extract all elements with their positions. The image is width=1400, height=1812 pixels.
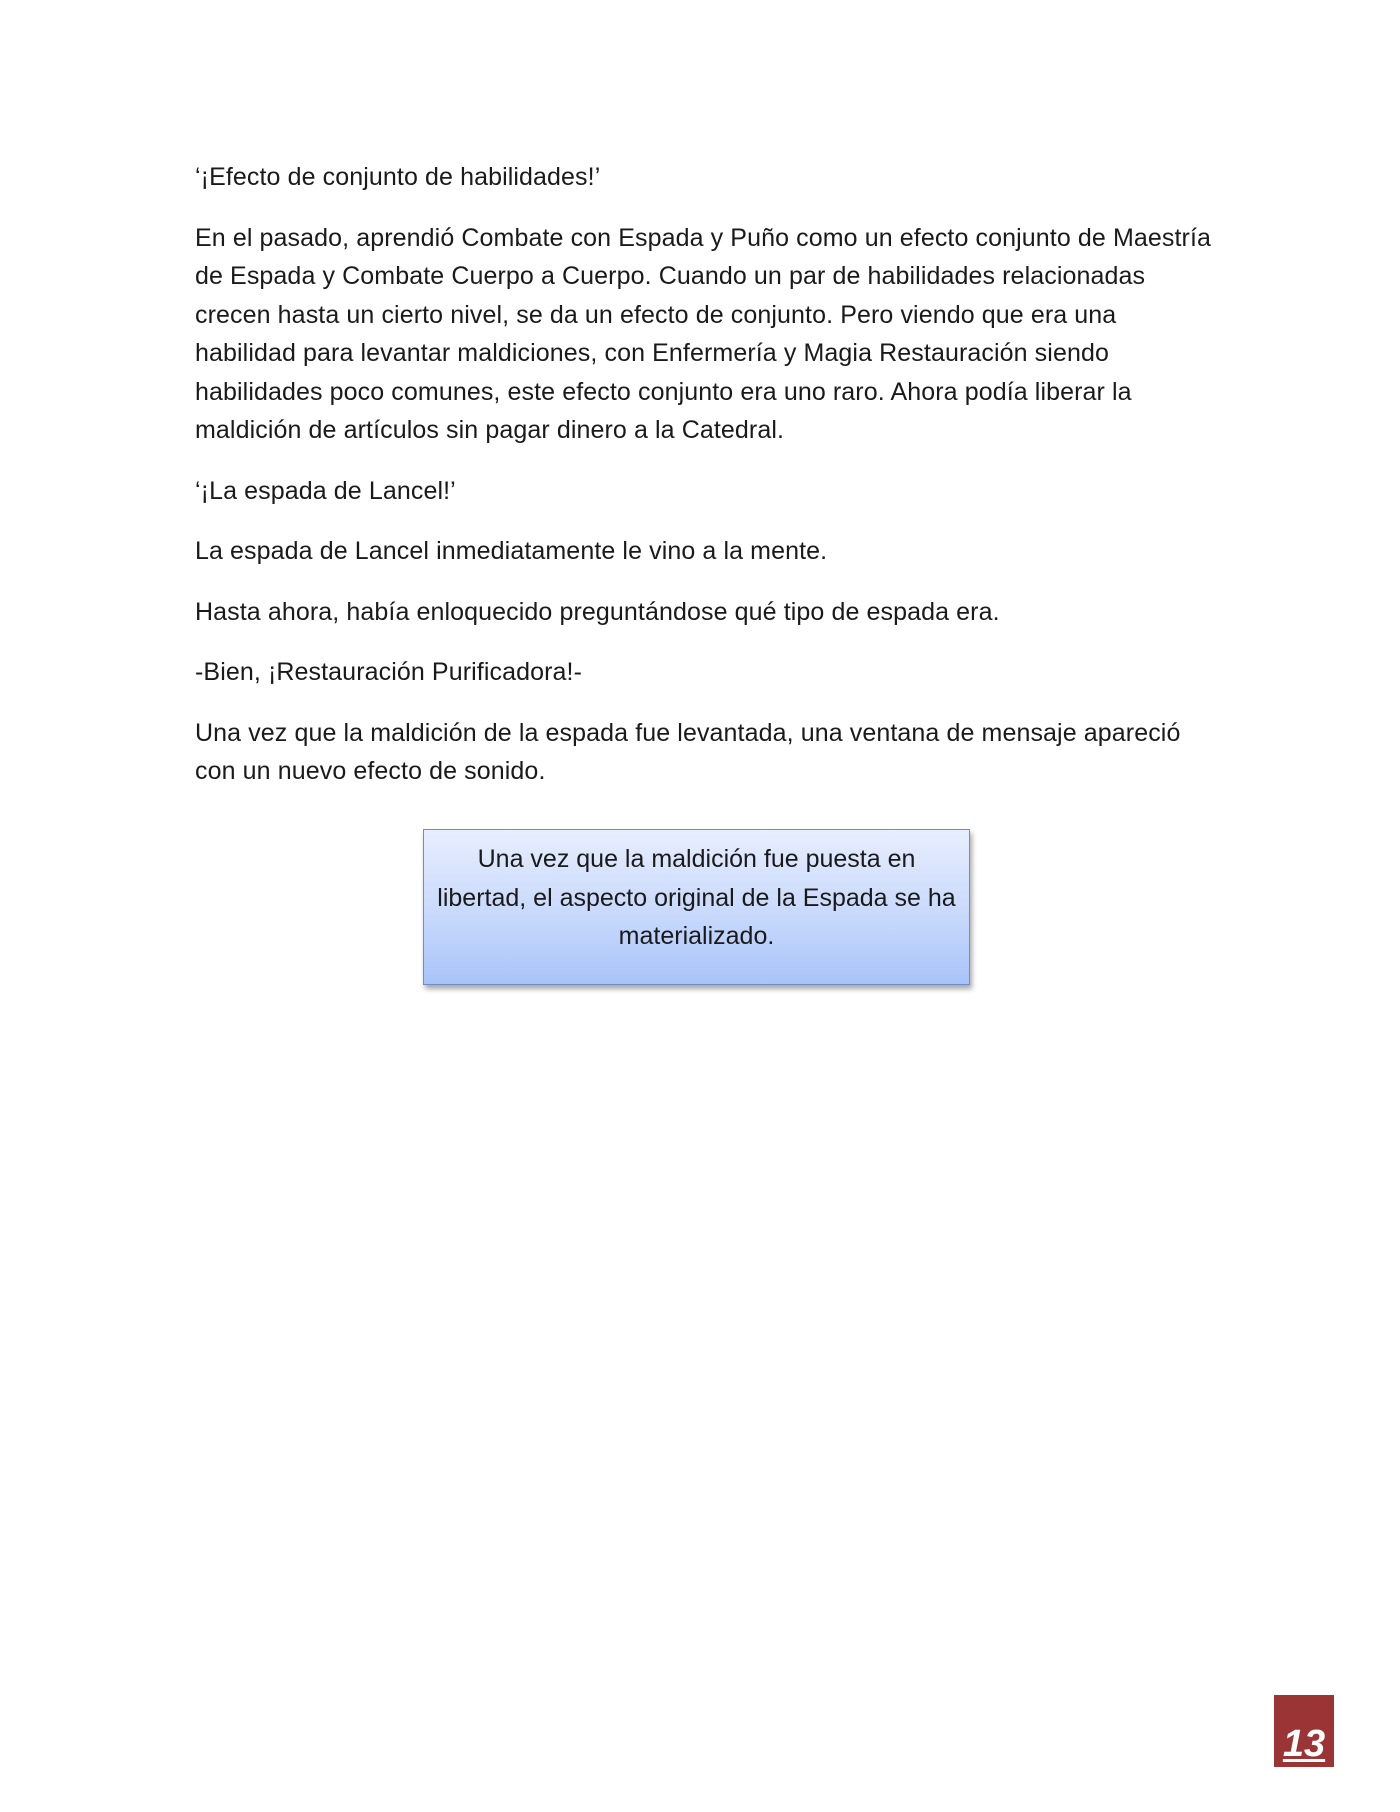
paragraph-wondering: Hasta ahora, había enloquecido preguntándose qué tipo de espada era. [195, 597, 1000, 626]
paragraph-past-learning: En el pasado, aprendió Combate con Espada y Puño como un efecto conjunto de Maestría de Espada y Combate Cuerpo a Cuerpo. Cuando un par de habilidades relacionadas crecen hasta un cierto nivel, se da un efecto de conjunto. Pero viendo que era una habilidad para levantar maldiciones, con Enfermería y Magia Restauración siendo habilidades poco comunes, este efecto conjunto era uno raro. Ahora podía liberar la maldición de artículos sin pagar dinero a la Catedral. [195, 223, 1211, 444]
page-number-badge [1274, 1695, 1334, 1767]
body-text [195, 158, 1215, 813]
paragraph-came-to-mind: La espada de Lancel inmediatamente le vino a la mente. [195, 537, 828, 565]
message-window-text: Una vez que la maldición fue puesta en libertad, el aspecto original de la Espada se ha materializado. [437, 845, 956, 950]
paragraph-lancel-sword-thought: ‘¡La espada de Lancel!’ [195, 476, 456, 505]
paragraph-purifying-restoration: -Bien, ¡Restauración Purificadora!- [195, 658, 582, 686]
page-number: 13 [1282, 1723, 1326, 1765]
paragraph-skill-set-effect: ‘¡Efecto de conjunto de habilidades!’ [195, 163, 601, 191]
message-window [423, 829, 970, 985]
paragraph-curse-lifted: Una vez que la maldición de la espada fue levantada, una ventana de mensaje apareció con un nuevo efecto de sonido. [195, 718, 1181, 785]
